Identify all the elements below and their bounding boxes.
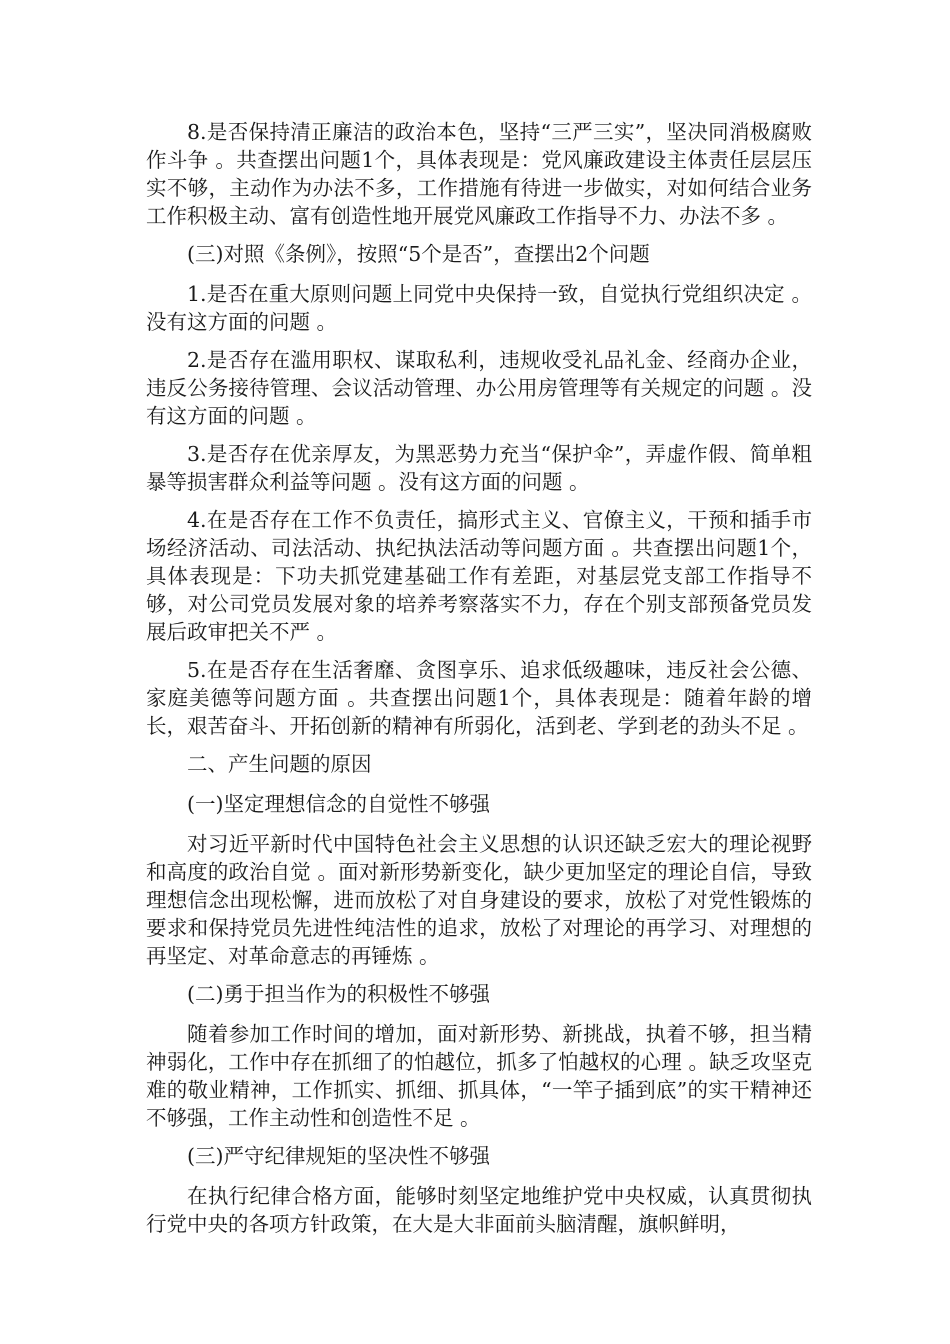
paragraph-responsibility: 随着参加工作时间的增加，面对新形势、新挑战，执着不够，担当精神弱化，工作中存在抓细了的怕越位，抓多了怕越权的心理 。缺乏攻坚克难的敬业精神，工作抓实、抓细、抓具体，“一竿子插到底”的实干精神还不够强，工作主动性和创造性不足 。 <box>146 1022 812 1130</box>
paragraph-item-3-favoritism: 3.是否存在优亲厚友，为黑恶势力充当“保护伞”，弄虚作假、简单粗暴等损害群众利益等问题 。没有这方面的问题 。 <box>146 442 812 494</box>
paragraph-item-5-lifestyle: 5.在是否存在生活奢靡、贪图享乐、追求低级趣味，违反社会公德、家庭美德等问题方面 。共查摆出问题1个，具体表现是：随着年龄的增长，艰苦奋斗、开拓创新的精神有所弱化，活到老、学到老的劲头不足 。 <box>146 658 812 738</box>
subheading-discipline: (三)严守纪律规矩的坚决性不够强 <box>187 1144 490 1168</box>
subheading-responsibility: (二)勇于担当作为的积极性不够强 <box>187 982 490 1006</box>
section-heading-regulations: (三)对照《条例》，按照“5个是否”，查摆出2个问题 <box>187 242 650 266</box>
paragraph-ideals-beliefs: 对习近平新时代中国特色社会主义思想的认识还缺乏宏大的理论视野和高度的政治自觉 。面对新形势新变化，缺少更加坚定的理论自信，导致理想信念出现松懈，进而放松了对自身建设的要求，放松了对党性锻炼的要求和保持党员先进性纯洁性的追求，放松了对理论的再学习、对理想的再坚定、对革命意志的再锤炼 。 <box>146 832 812 968</box>
subheading-ideals-beliefs: (一)坚定理想信念的自觉性不够强 <box>187 792 490 816</box>
paragraph-item-1-consistency: 1.是否在重大原则问题上同党中央保持一致，自觉执行党组织决定 。没有这方面的问题 。 <box>146 282 812 334</box>
paragraph-item-2-abuse-of-power: 2.是否存在滥用职权、谋取私利，违规收受礼品礼金、经商办企业，违反公务接待管理、会议活动管理、办公用房管理等有关规定的问题 。没有这方面的问题 。 <box>146 348 812 428</box>
section-heading-causes: 二、产生问题的原因 <box>187 752 372 776</box>
paragraph-item-4-responsibility: 4.在是否存在工作不负责任，搞形式主义、官僚主义，干预和插手市场经济活动、司法活动、执纪执法活动等问题方面 。共查摆出问题1个，具体表现是：下功夫抓党建基础工作有差距，对基层党支部工作指导不够，对公司党员发展对象的培养考察落实不力，存在个别支部预备党员发展后政审把关不严 。 <box>146 508 812 644</box>
paragraph-discipline: 在执行纪律合格方面，能够时刻坚定地维护党中央权威，认真贯彻执行党中央的各项方针政策，在大是大非面前头脑清醒，旗帜鲜明， <box>146 1184 812 1236</box>
document-page <box>146 118 812 1248</box>
paragraph-item-8-integrity: 8.是否保持清正廉洁的政治本色，坚持“三严三实”，坚决同消极腐败作斗争 。共查摆出问题1个，具体表现是：党风廉政建设主体责任层层压实不够，主动作为办法不多，工作措施有待进一步做实，对如何结合业务工作积极主动、富有创造性地开展党风廉政工作指导不力、办法不多 。 <box>146 120 812 228</box>
